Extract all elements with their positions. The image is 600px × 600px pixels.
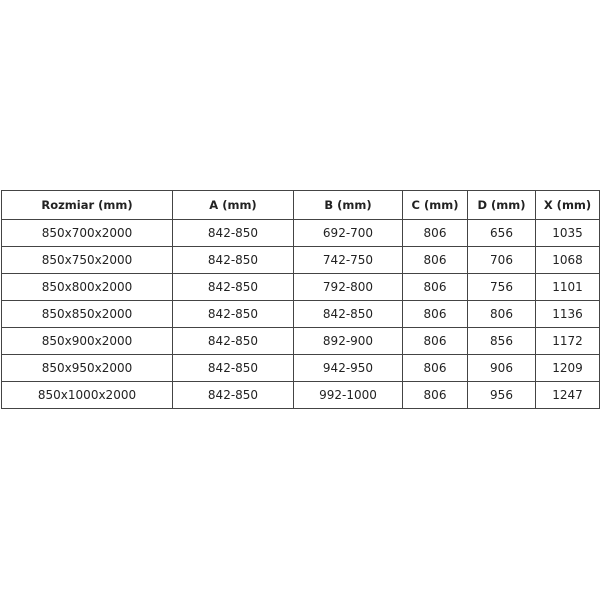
table-row (2, 301, 600, 328)
cell-x: 1172 (536, 328, 600, 355)
cell-rozmiar: 850x950x2000 (2, 355, 173, 382)
cell-rozmiar: 850x850x2000 (2, 301, 173, 328)
cell-rozmiar: 850x700x2000 (2, 220, 173, 247)
table-row (2, 382, 600, 409)
dimensions-table-container (0, 190, 600, 409)
cell-x: 1136 (536, 301, 600, 328)
cell-a: 842-850 (173, 382, 294, 409)
cell-x: 1035 (536, 220, 600, 247)
cell-d: 856 (468, 328, 536, 355)
header-b: B (mm) (294, 191, 403, 220)
cell-d: 706 (468, 247, 536, 274)
cell-c: 806 (403, 301, 468, 328)
dimensions-table (1, 190, 600, 409)
header-c: C (mm) (403, 191, 468, 220)
cell-d: 806 (468, 301, 536, 328)
cell-b: 792-800 (294, 274, 403, 301)
cell-b: 892-900 (294, 328, 403, 355)
cell-x: 1101 (536, 274, 600, 301)
cell-a: 842-850 (173, 301, 294, 328)
cell-a: 842-850 (173, 355, 294, 382)
cell-b: 842-850 (294, 301, 403, 328)
cell-c: 806 (403, 382, 468, 409)
header-rozmiar: Rozmiar (mm) (2, 191, 173, 220)
cell-c: 806 (403, 328, 468, 355)
cell-b: 742-750 (294, 247, 403, 274)
header-a: A (mm) (173, 191, 294, 220)
cell-a: 842-850 (173, 220, 294, 247)
cell-x: 1247 (536, 382, 600, 409)
cell-rozmiar: 850x750x2000 (2, 247, 173, 274)
cell-rozmiar: 850x1000x2000 (2, 382, 173, 409)
table-row (2, 247, 600, 274)
cell-d: 756 (468, 274, 536, 301)
cell-d: 906 (468, 355, 536, 382)
cell-c: 806 (403, 220, 468, 247)
cell-a: 842-850 (173, 328, 294, 355)
cell-d: 656 (468, 220, 536, 247)
table-header-row (2, 191, 600, 220)
cell-b: 992-1000 (294, 382, 403, 409)
cell-c: 806 (403, 274, 468, 301)
cell-d: 956 (468, 382, 536, 409)
cell-rozmiar: 850x800x2000 (2, 274, 173, 301)
cell-c: 806 (403, 355, 468, 382)
table-row (2, 328, 600, 355)
cell-a: 842-850 (173, 247, 294, 274)
cell-rozmiar: 850x900x2000 (2, 328, 173, 355)
cell-b: 692-700 (294, 220, 403, 247)
cell-b: 942-950 (294, 355, 403, 382)
table-row (2, 274, 600, 301)
header-d: D (mm) (468, 191, 536, 220)
table-row (2, 355, 600, 382)
cell-x: 1209 (536, 355, 600, 382)
cell-x: 1068 (536, 247, 600, 274)
header-x: X (mm) (536, 191, 600, 220)
cell-c: 806 (403, 247, 468, 274)
cell-a: 842-850 (173, 274, 294, 301)
table-row (2, 220, 600, 247)
